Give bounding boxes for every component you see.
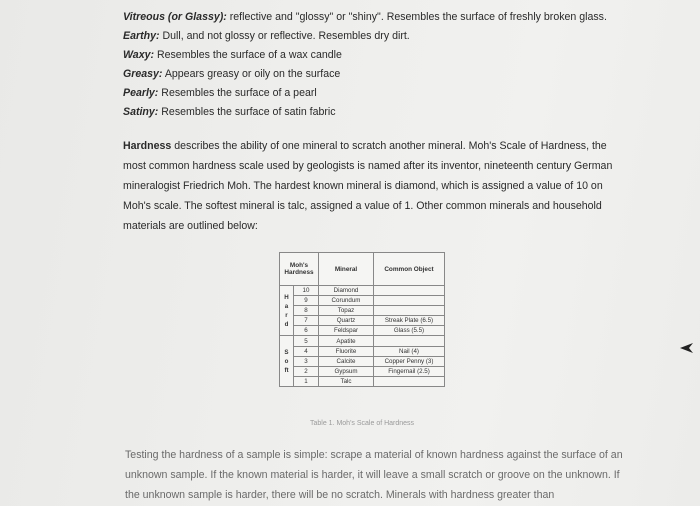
hardness-value: 9 — [294, 296, 319, 306]
common-object — [374, 336, 445, 346]
hardness-value: 3 — [294, 356, 319, 366]
table-row — [280, 366, 445, 376]
property-desc: Resembles the surface of a wax candle — [154, 49, 342, 61]
table-row — [280, 326, 445, 336]
mineral-name: Diamond — [319, 286, 374, 296]
side-label-soft — [280, 336, 294, 386]
table-row — [280, 286, 445, 296]
property-term: Pearly: — [123, 87, 159, 99]
hardness-value: 7 — [294, 316, 319, 326]
common-object: Streak Plate (6.5) — [374, 316, 445, 326]
side-label-soft-text: Soft — [284, 348, 289, 374]
hardness-term: Hardness — [123, 140, 172, 152]
property-earthy — [123, 30, 410, 43]
mineral-name: Corundum — [319, 296, 374, 306]
mineral-name: Calcite — [319, 356, 374, 366]
common-object: Glass (5.5) — [374, 326, 445, 336]
property-desc: reflective and "glossy" or "shiny". Resembles the surface of freshly broken glass. — [226, 11, 607, 23]
property-term: Vitreous (or Glassy): — [123, 11, 227, 23]
table-row — [280, 376, 445, 386]
table-row — [280, 306, 445, 316]
mineral-name: Feldspar — [319, 326, 374, 336]
side-label-hard-text: Hard — [284, 293, 289, 328]
table-row — [280, 296, 445, 306]
table-row — [280, 336, 445, 346]
property-term: Greasy: — [123, 68, 163, 80]
hardness-value: 1 — [294, 376, 319, 386]
hardness-value: 10 — [294, 286, 319, 296]
mineral-name: Talc — [319, 376, 374, 386]
property-waxy — [123, 49, 342, 62]
common-object: Nail (4) — [374, 346, 445, 356]
table-caption: Table 1. Moh's Scale of Hardness — [310, 420, 415, 427]
common-object — [374, 286, 445, 296]
hardness-value: 6 — [294, 326, 319, 336]
mineral-name: Fluorite — [319, 346, 374, 356]
mouse-cursor-icon — [679, 341, 695, 359]
header-common-object: Common Object — [374, 253, 445, 286]
hardness-text: describes the ability of one mineral to scratch another mineral. Moh's Scale of Hardness, the most common hardness scale used by geologists is named after its inventor, nineteenth century German mineralogist Friedrich Moh. The hardest known mineral is diamond, which is assigned a value of 10 on Moh's scale. The softest mineral is talc, assigned a value of 1. Other common minerals and household materials are outlined below: — [123, 140, 613, 232]
common-object: Fingernail (2.5) — [374, 366, 445, 376]
hardness-value: 8 — [294, 306, 319, 316]
property-desc: Resembles the surface of a pearl — [158, 87, 317, 99]
mineral-name: Quartz — [319, 316, 374, 326]
common-object — [374, 306, 445, 316]
property-term: Waxy: — [123, 49, 155, 61]
table-row — [280, 356, 445, 366]
common-object: Copper Penny (3) — [374, 356, 445, 366]
hardness-value: 5 — [294, 336, 319, 346]
header-mineral: Mineral — [319, 253, 374, 286]
mohs-scale-table — [279, 252, 445, 387]
hardness-value: 4 — [294, 346, 319, 356]
mineral-name: Apatite — [319, 336, 374, 346]
property-term: Satiny: — [123, 106, 159, 118]
property-greasy — [123, 68, 340, 81]
mineral-name: Gypsum — [319, 366, 374, 376]
property-satiny — [123, 106, 336, 119]
table-row — [280, 316, 445, 326]
common-object — [374, 376, 445, 386]
property-desc: Resembles the surface of satin fabric — [158, 106, 336, 118]
property-pearly — [123, 87, 317, 100]
testing-paragraph: Testing the hardness of a sample is simple: scrape a material of known hardness against the surface of an unknown sample. If the known material is harder, it will leave a small scratch or groove on the unknown. If the unknown sample is harder, there will be no scratch. Minerals with hardness greater than — [125, 449, 623, 501]
property-term: Earthy: — [123, 30, 160, 42]
property-desc: Appears greasy or oily on the surface — [162, 68, 341, 80]
mineral-name: Topaz — [319, 306, 374, 316]
hardness-value: 2 — [294, 366, 319, 376]
header-hardness: Moh's Hardness — [280, 253, 319, 286]
common-object — [374, 296, 445, 306]
side-label-hard — [280, 286, 294, 336]
hardness-paragraph — [123, 136, 623, 236]
property-desc: Dull, and not glossy or reflective. Resembles dry dirt. — [159, 30, 410, 42]
property-vitreous — [123, 11, 607, 24]
table-row — [280, 346, 445, 356]
